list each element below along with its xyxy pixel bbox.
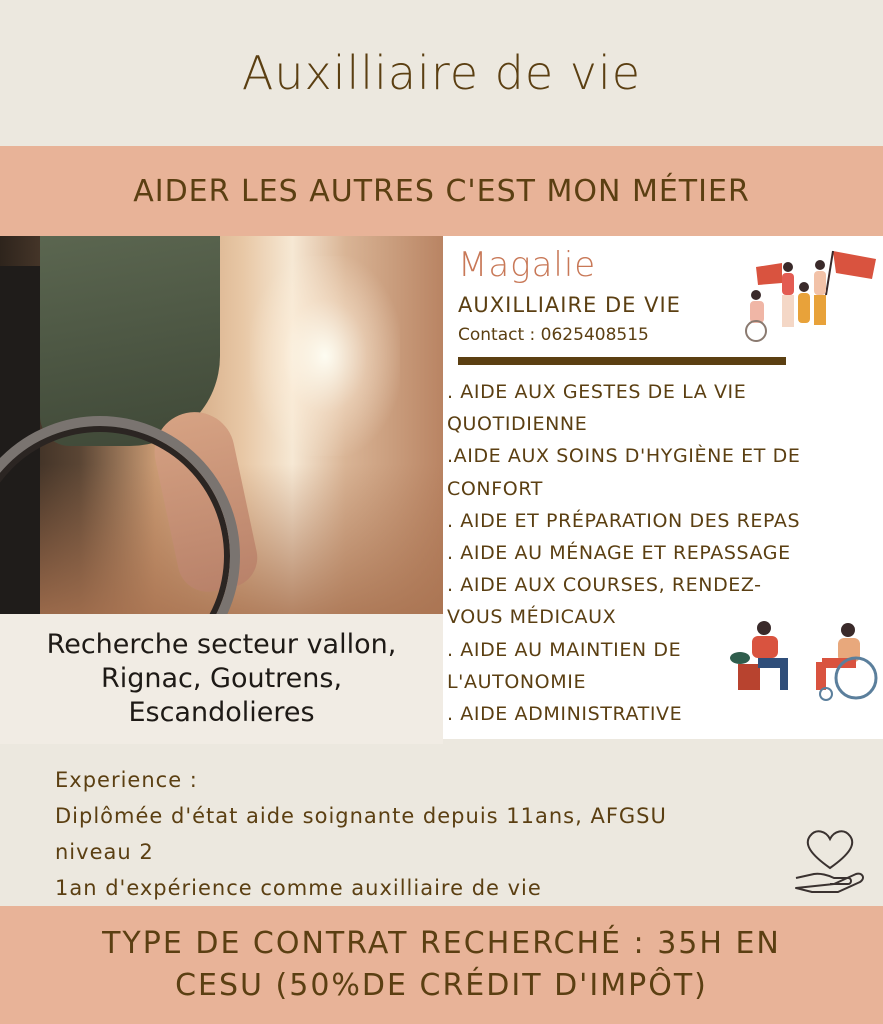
service-item: . AIDE ADMINISTRATIVE [447,703,683,726]
title-band [0,0,883,146]
profile-name: Magalie [458,245,597,285]
search-line-1: Recherche secteur vallon, [46,629,397,660]
page-title: Auxilliaire de vie [241,46,642,100]
search-area-band [0,614,443,744]
photo-light [250,256,400,456]
slogan-text: AIDER LES AUTRES C'EST MON MÉTIER [133,173,750,209]
contract-band [0,906,883,1024]
slogan-band [0,146,883,236]
experience-line: Diplômée d'état aide soignante depuis 11ans, AFGSU [55,804,667,828]
experience-line: 1an d'expérience comme auxilliaire de vie [55,876,542,900]
experience-section [55,762,845,906]
service-item: . AIDE AUX COURSES, RENDEZ-VOUS MÉDICAUX [447,574,762,629]
service-item: .AIDE AUX SOINS D'HYGIÈNE ET DE CONFORT [447,445,801,500]
search-line-3: Escandolieres [128,697,315,728]
contract-line-2: CESU (50%DE CRÉDIT D'IMPÔT) [175,968,708,1003]
profile-contact: Contact : 0625408515 [458,325,649,345]
caregiver-wheelchair-illustration-icon [730,618,880,703]
profile-divider [458,357,786,365]
service-item: . AIDE AUX GESTES DE LA VIE QUOTIDIENNE [447,381,747,436]
contract-text [62,923,822,1007]
wheelchair-photo [0,236,443,614]
contract-line-1: TYPE DE CONTRAT RECHERCHÉ : 35H EN [102,926,781,961]
search-line-2: Rignac, Goutrens, [100,663,343,694]
profile-role: AUXILLIAIRE DE VIE [458,293,681,317]
heart-hand-icon [790,822,870,897]
experience-line: niveau 2 [55,840,154,864]
service-item: . AIDE AU MAINTIEN DE L'AUTONOMIE [447,638,682,693]
service-item: . AIDE AU MÉNAGE ET REPASSAGE [447,542,791,565]
service-item: . AIDE ET PRÉPARATION DES REPAS [447,509,801,532]
search-area-text [7,628,437,730]
women-protest-illustration-icon [738,245,878,345]
experience-label: Experience : [55,768,198,792]
